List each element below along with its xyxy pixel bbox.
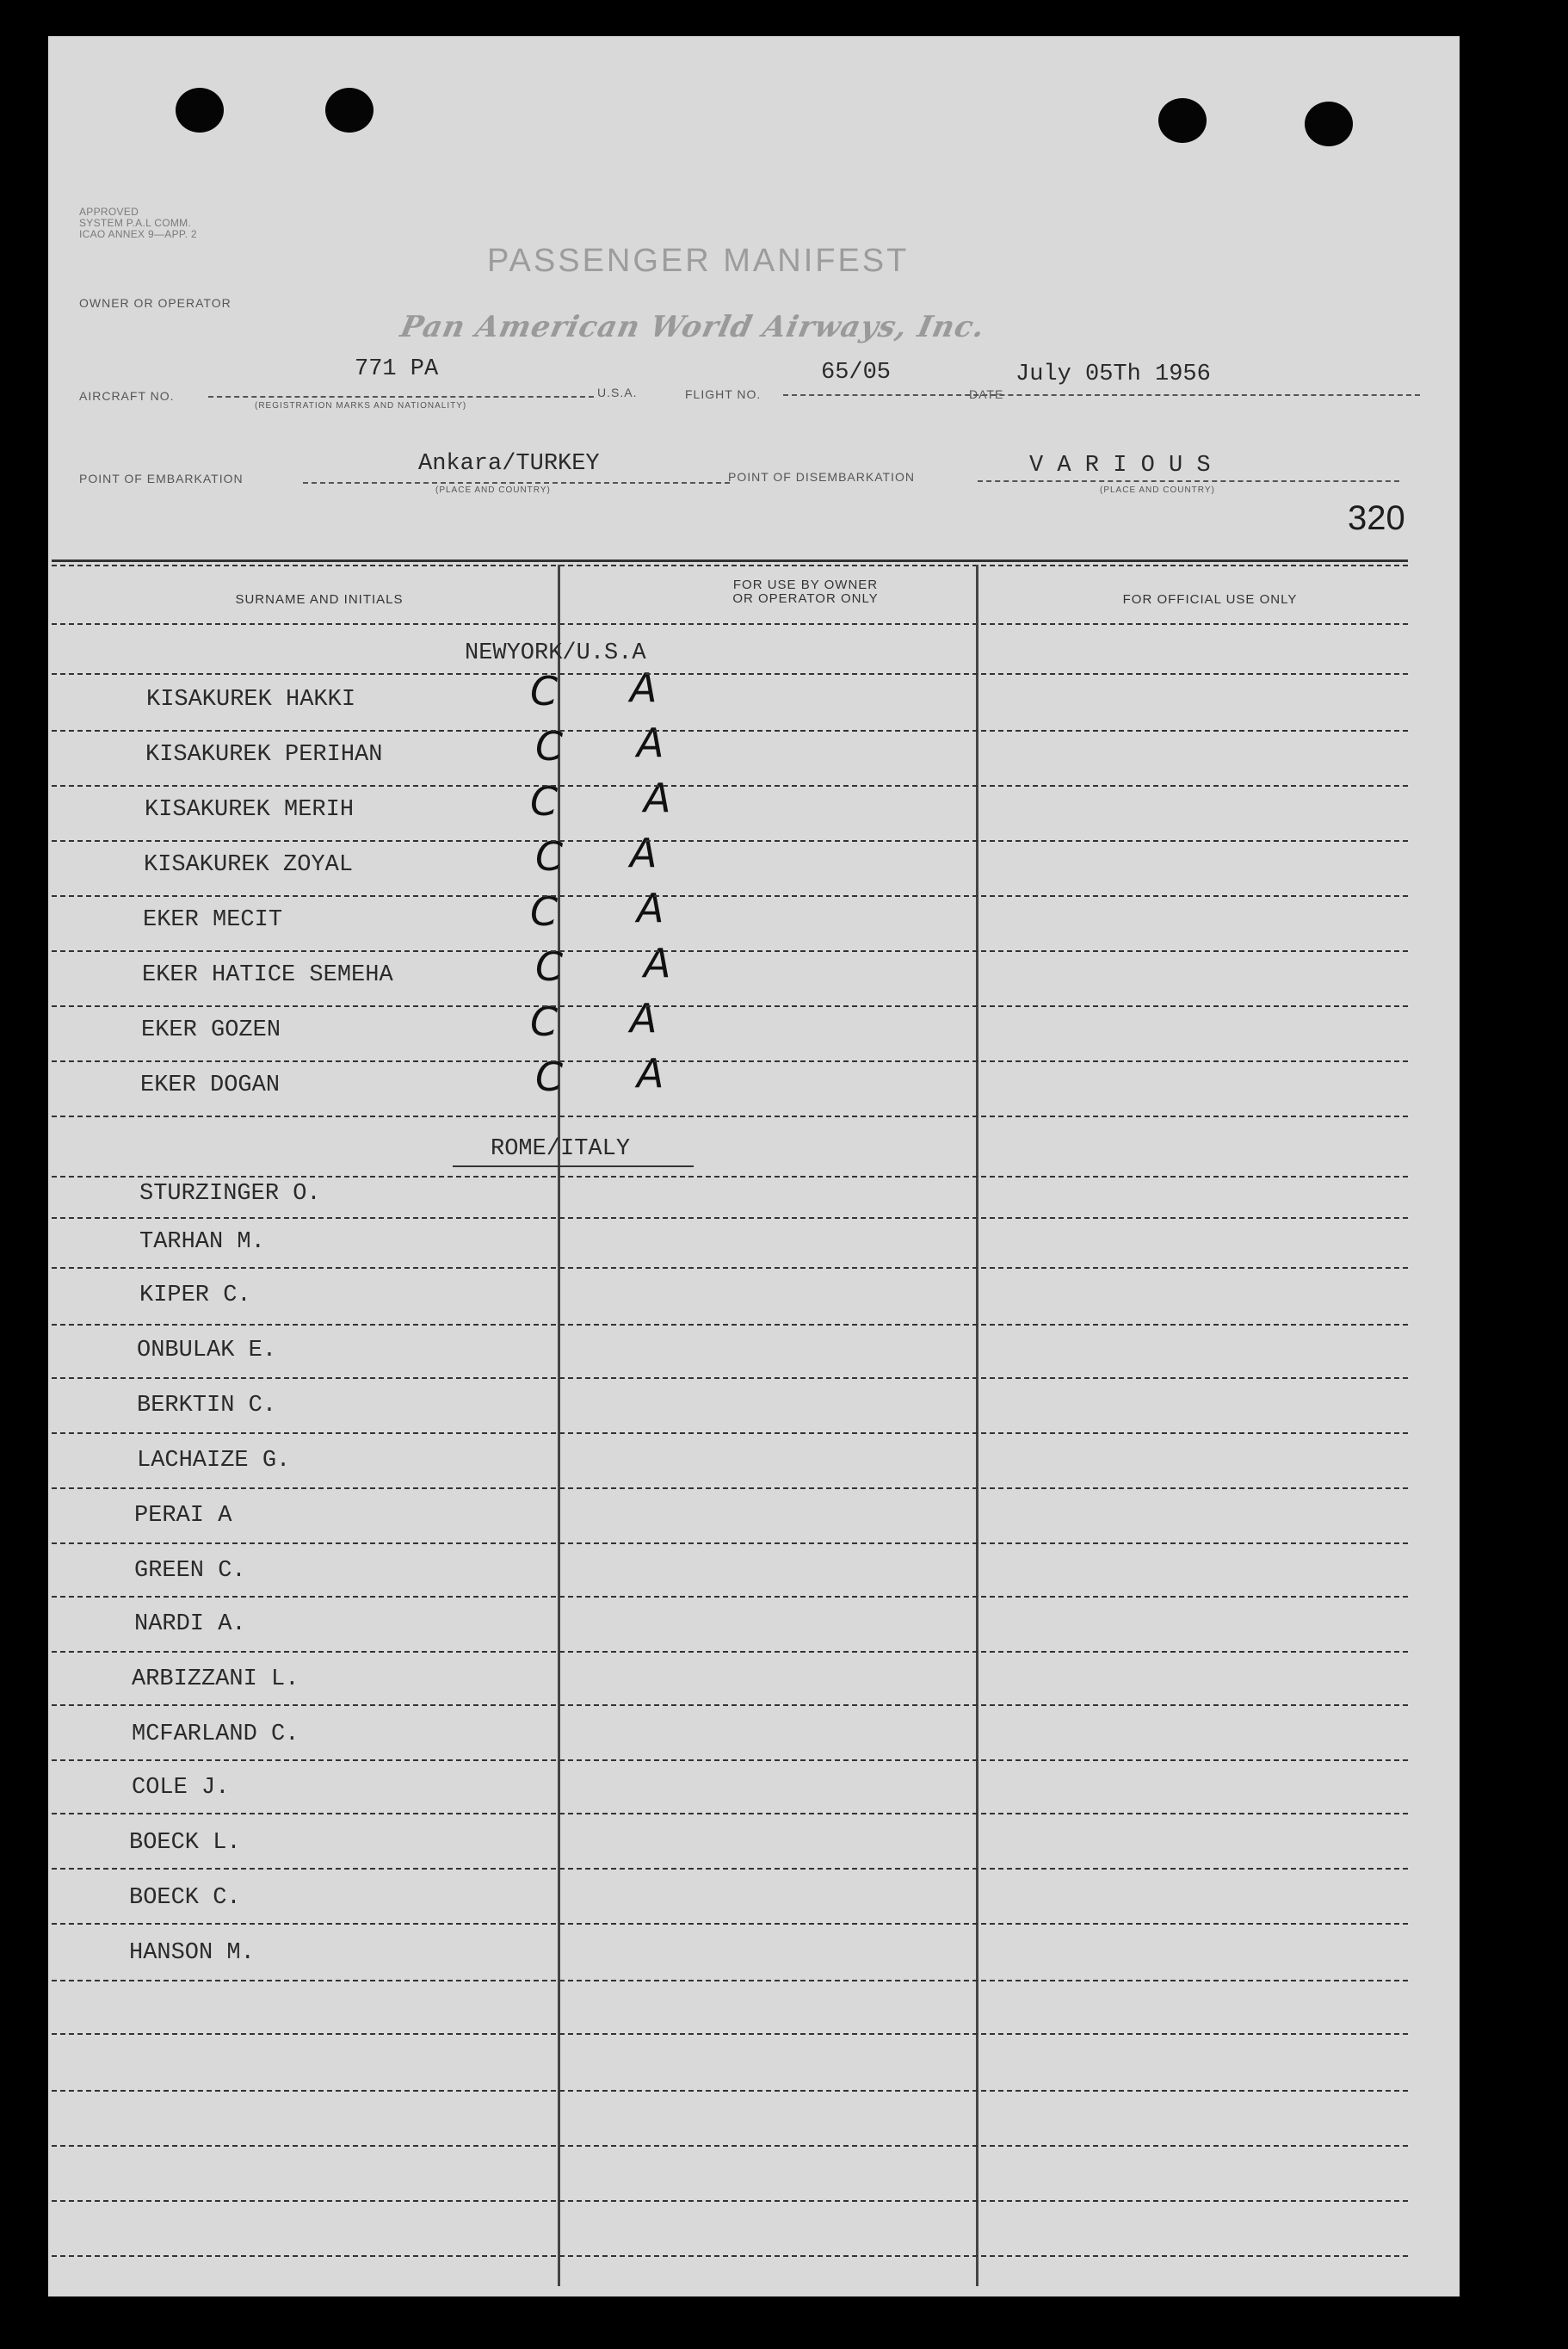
passenger-name: MCFARLAND C. [132,1722,299,1747]
manifest-sheet [48,36,1460,2296]
form-title: PASSENGER MANIFEST [487,243,910,279]
passenger-name: BOECK L. [129,1830,241,1856]
punch-hole [1305,102,1353,146]
row-rule [52,1704,1408,1706]
passenger-name: LACHAIZE G. [137,1448,291,1474]
row-rule [52,1596,1408,1598]
surname-column-header: SURNAME AND INITIALS [235,592,404,607]
operator-header-line: FOR USE BY OWNER [732,578,879,592]
operator-header-line: OR OPERATOR ONLY [732,591,879,606]
row-rule [52,1116,1408,1117]
disembark-label: POINT OF DISEMBARKATION [728,470,915,484]
passenger-name: KISAKUREK PERIHAN [145,742,383,768]
flight-value: 65/05 [821,360,892,386]
punch-hole [325,88,373,133]
date-label: DATE [969,387,1004,401]
handwritten-mark: A [630,665,657,711]
passenger-name: BOECK C. [129,1885,241,1911]
airline-name: Pan American World Airways, Inc. [397,310,989,344]
handwritten-mark: A [637,1050,664,1097]
table-top-rule [52,559,1408,562]
row-rule [52,1005,1408,1007]
approval-note [79,207,197,240]
approval-line: APPROVED [79,206,139,218]
row-rule [52,1267,1408,1269]
passenger-name: PERAI A [134,1503,232,1529]
approval-line: SYSTEM P.A.L COMM. [79,217,192,229]
row-rule [52,785,1408,787]
row-rule [52,840,1408,842]
handwritten-mark: A [630,995,657,1042]
passenger-name: ARBIZZANI L. [132,1666,299,1692]
row-rule [52,1060,1408,1062]
handwritten-mark: C [535,1054,564,1100]
row-rule [52,2200,1408,2202]
row-rule [52,1923,1408,1925]
destination-heading-rome: ROME/ITALY [491,1136,631,1162]
row-rule [52,1432,1408,1434]
handwritten-mark: A [637,720,664,766]
row-rule [52,1377,1408,1379]
passenger-name: KISAKUREK ZOYAL [144,852,354,878]
column-divider [976,565,978,2286]
aircraft-label: AIRCRAFT NO. [79,389,175,403]
embark-caption: (PLACE AND COUNTRY) [435,485,551,495]
embark-label: POINT OF EMBARKATION [79,472,244,485]
passenger-name: HANSON M. [129,1940,255,1966]
owner-label: OWNER OR OPERATOR [79,296,231,310]
table-top-rule [52,565,1408,566]
row-rule [52,1980,1408,1981]
column-divider [558,565,560,2286]
punch-hole [1158,98,1207,143]
handwritten-mark: A [644,940,671,986]
row-rule [52,2033,1408,2035]
passenger-name: GREEN C. [134,1558,246,1584]
handwritten-mark: A [644,775,671,821]
aircraft-line [208,396,594,398]
handwritten-mark: C [530,668,559,714]
row-rule [52,1651,1408,1653]
flight-label: FLIGHT NO. [685,387,762,401]
row-rule [52,2145,1408,2147]
row-rule [52,950,1408,952]
registration-caption: (REGISTRATION MARKS AND NATIONALITY) [255,401,467,411]
handwritten-mark: A [637,885,664,931]
operator-column-header [582,578,1029,606]
passenger-name: TARHAN M. [139,1229,265,1255]
approval-line: ICAO ANNEX 9—APP. 2 [79,228,197,240]
handwritten-mark: A [630,830,657,876]
row-rule [52,895,1408,897]
passenger-name: BERKTIN C. [137,1393,277,1419]
disembark-line [978,480,1399,482]
disembark-caption: (PLACE AND COUNTRY) [1100,485,1215,495]
row-rule [52,1868,1408,1870]
row-rule [52,1217,1408,1219]
row-rule [52,730,1408,732]
handwritten-mark: C [530,778,559,825]
row-rule [52,1324,1408,1326]
destination-heading-newyork: NEWYORK/U.S.A [465,640,646,666]
page-number: 320 [1348,499,1405,537]
disembark-value: V A R I O U S [1029,453,1211,479]
handwritten-mark: C [535,723,564,770]
row-rule [52,2255,1408,2257]
header-bottom-rule [52,623,1408,625]
handwritten-mark: C [530,888,559,935]
row-rule [52,1176,1408,1178]
passenger-name: EKER GOZEN [141,1017,281,1043]
passenger-name: EKER DOGAN [140,1073,281,1098]
passenger-name: EKER MECIT [143,907,283,933]
row-rule [52,673,1408,675]
handwritten-mark: C [535,833,564,880]
row-rule [52,1813,1408,1814]
embark-line [303,482,730,484]
passenger-name: COLE J. [132,1775,230,1801]
row-rule [52,1759,1408,1761]
passenger-name: ONBULAK E. [137,1338,277,1363]
row-rule [52,2090,1408,2092]
handwritten-mark: C [530,998,559,1045]
passenger-name: KISAKUREK MERIH [145,797,355,823]
handwritten-mark: C [535,943,564,990]
official-column-header: FOR OFFICIAL USE ONLY [1122,592,1298,607]
usa-label: U.S.A. [597,386,638,399]
embark-value: Ankara/TURKEY [418,451,600,477]
aircraft-value: 771 PA [355,356,439,382]
date-value: July 05Th 1956 [1015,362,1211,387]
punch-hole [176,88,224,133]
passenger-name: NARDI A. [134,1611,246,1637]
passenger-name: KISAKUREK HAKKI [146,687,356,713]
row-rule [52,1487,1408,1489]
rome-heading-underline [453,1165,694,1167]
passenger-name: STURZINGER O. [139,1181,321,1207]
passenger-name: EKER HATICE SEMEHA [142,962,393,988]
flight-date-line [783,394,1420,396]
passenger-name: KIPER C. [139,1283,251,1308]
row-rule [52,1542,1408,1544]
